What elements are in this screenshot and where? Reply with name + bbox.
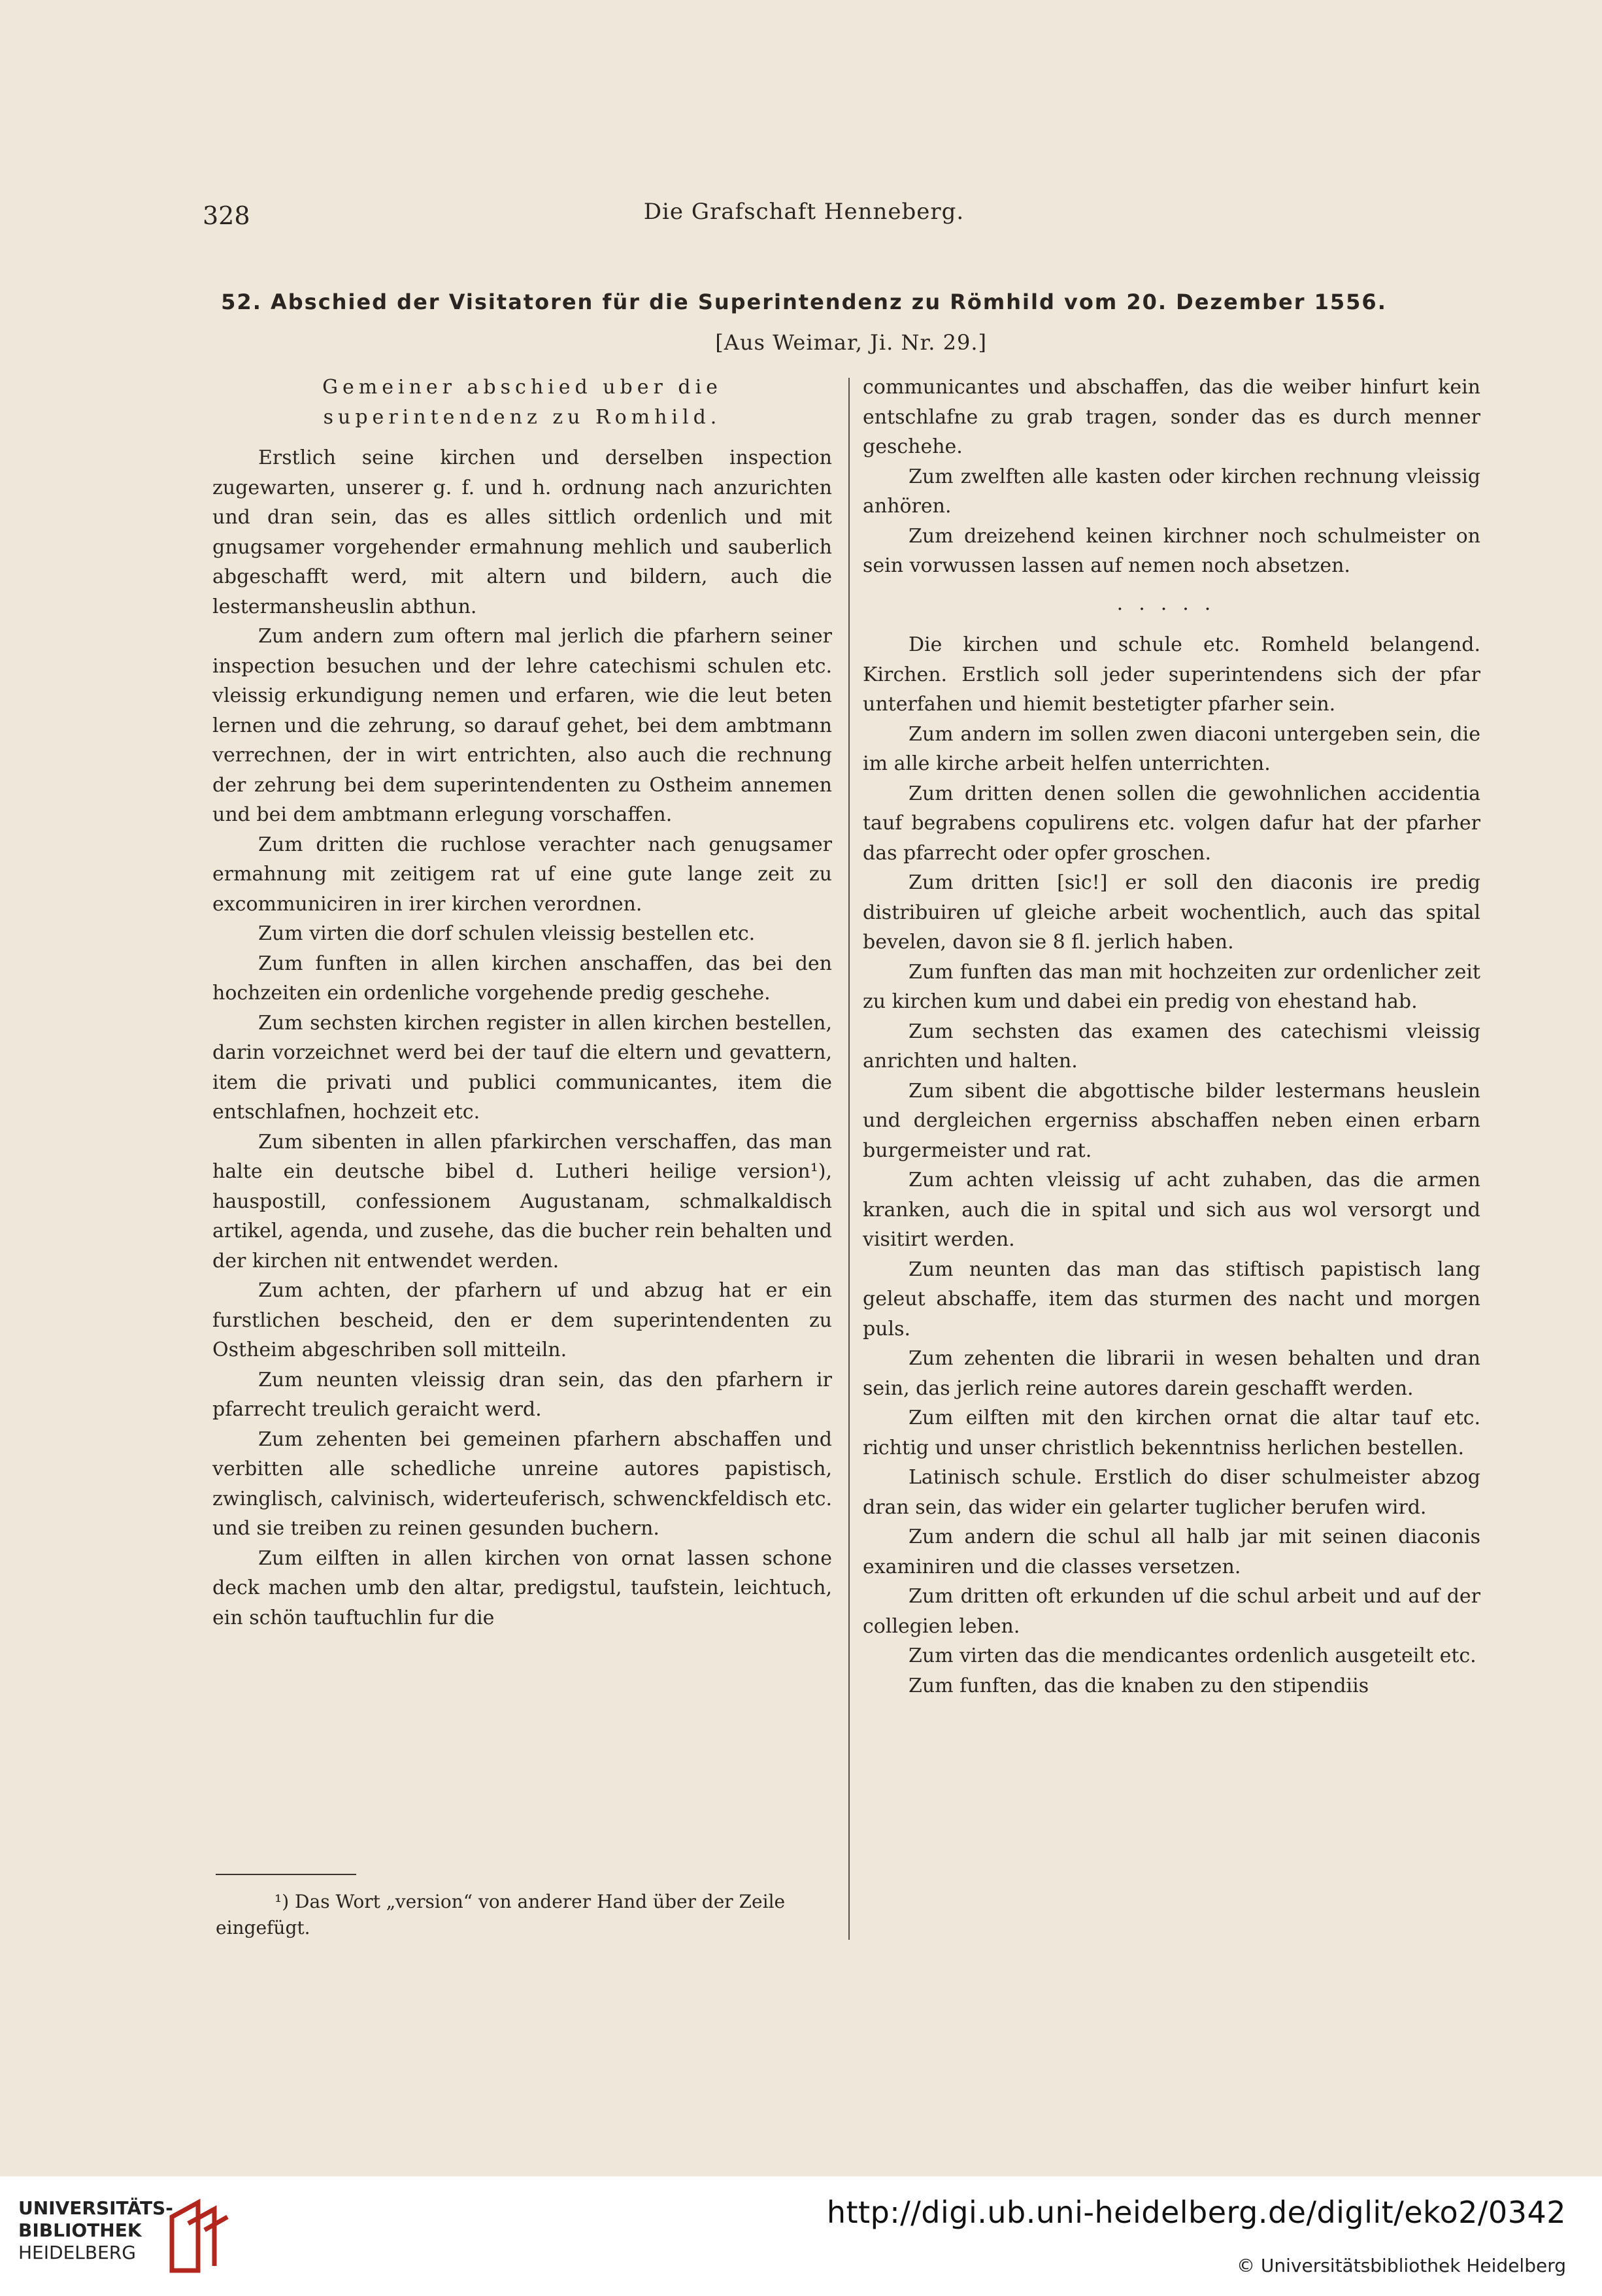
left-column (212, 373, 832, 1633)
paragraph: Zum andern im sollen zwen diaconi untergeben sein, die im alle kirche arbeit helfen unterrichten. (863, 722, 1480, 775)
paragraph: Zum sibent die abgottische bilder lestermans heuslein und dergleichen ergerniss abschaffen neben einen erbarn burgermeister und rat. (863, 1079, 1480, 1162)
paragraph: Zum neunten das man das stiftisch papistisch lang geleut abschaffe, item das sturmen des nacht und morgen puls. (863, 1257, 1480, 1340)
paragraph: Erstlich seine kirchen und derselben inspection zugewarten, unserer g. f. und h. ordnung nach anzurichten und dran sein, das es alles sittlich ordenlich und mit gnugsamer vorgehender ermahnung mehlich und sauberlich abgeschafft werd, mit altern und bildern, auch die lestermansheuslin abthun. (212, 446, 832, 618)
paragraph: Zum dritten denen sollen die gewohnlichen accidentia tauf begrabens copulirens etc. volgen dafur hat der pfarher das pfarrecht oder opfer groschen. (863, 782, 1480, 865)
paragraph: Die kirchen und schule etc. Romheld belangend. Kirchen. Erstlich soll jeder superintendens sich der pfar unterfahen und hiemit bestetigter pfarher sein. (863, 633, 1480, 716)
running-title: Die Grafschaft Henneberg. (643, 199, 965, 225)
paragraph: Zum sibenten in allen pfarkirchen verschaffen, das man halte ein deutsche bibel d. Lutheri heilige version¹), hauspostill, confessionem Augustanam, schmalkaldisch artikel, agenda, und zusehe, das die bucher rein behalten und der kirchen nit entwendet werden. (212, 1130, 832, 1273)
source-note: [Aus Weimar, Ji. Nr. 29.] (715, 330, 987, 355)
section-subheading: Gemeiner abschied uber die superintendenz zu Romhild. (322, 376, 722, 429)
paragraph: Zum funften das man mit hochzeiten zur ordenlicher zeit zu kirchen kum und dabei ein predig von ehestand hab. (863, 960, 1480, 1013)
paragraph: Zum funften in allen kirchen anschaffen, das bei den hochzeiten ein ordenliche vorgehende predig geschehe. (212, 952, 832, 1005)
paragraph: Zum neunten vleissig dran sein, das den pfarhern ir pfarrecht treulich geraicht werd. (212, 1368, 832, 1421)
running-head (196, 196, 1412, 229)
paragraph: Zum achten, der pfarhern uf und abzug hat er ein furstlichen bescheid, den er dem superintendenten zu Ostheim abgeschriben soll mitteiln. (212, 1279, 832, 1361)
library-name-line: HEIDELBERG (18, 2242, 136, 2263)
paragraph: Zum sechsten kirchen register in allen kirchen bestellen, darin vorzeichnet werd bei der tauf die eltern und gevattern, item die privati und publici communicantes, item die entschlafnen, hochzeit etc. (212, 1011, 832, 1123)
footnote-rule (216, 1874, 356, 1875)
column-divider (848, 378, 850, 1940)
paragraph: Zum dritten die ruchlose verachter nach genugsamer ermahnung mit zeitigem rat uf eine gute lange zeit zu excommuniciren in irer kirchen verordnen. (212, 833, 832, 916)
document-title: 52. Abschied der Visitatoren für die Superintendenz zu Römhild vom 20. Dezember 1556. (221, 290, 1387, 314)
right-column (863, 373, 1480, 1701)
paragraph: Zum virten die dorf schulen vleissig bestellen etc. (258, 922, 756, 945)
ellipsis-separator: ..... (1116, 591, 1227, 615)
paragraph: Zum eilften mit den kirchen ornat die altar tauf etc. richtig und unser christlich bekenntniss herlichen bestellen. (863, 1406, 1480, 1459)
footnote: ¹) Das Wort „version“ von anderer Hand über der Zeile eingefügt. (216, 1891, 786, 1938)
copyright-notice: © Universitätsbibliothek Heidelberg (1236, 2255, 1566, 2276)
paragraph: Zum eilften in allen kirchen von ornat lassen schone deck machen umb den altar, predigstul, taufstein, leichtuch, ein schön tauftuchlin fur die (212, 1546, 832, 1629)
library-emblem-icon (159, 2197, 237, 2276)
source-url-link[interactable]: http://digi.ub.uni-heidelberg.de/diglit/eko2/0342 (826, 2195, 1566, 2230)
library-logo (18, 2197, 280, 2282)
paragraph: Zum funften, das die knaben zu den stipendiis (909, 1674, 1369, 1697)
paragraph: Zum dreizehend keinen kirchner noch schulmeister on sein vorwussen lassen auf nemen noch absetzen. (863, 524, 1480, 577)
paragraph: Zum zehenten die librarii in wesen behalten und dran sein, das jerlich reine autores darein geschafft werden. (863, 1347, 1480, 1400)
library-name-line: UNIVERSITÄTS- (18, 2197, 173, 2219)
paragraph: Zum andern zum oftern mal jerlich die pfarhern seiner inspection besuchen und der lehre catechismi schulen etc. vleissig erkundigung nemen und erfaren, wie die leut beten lernen und die zehrung, so darauf gehet, bei dem ambtmann verrechnen, der in wirt entrichten, also auch die rechnung der zehrung bei dem superintendenten zu Ostheim annemen und bei dem ambtmann erlegung vorschaffen. (212, 625, 832, 826)
paragraph: Zum dritten oft erkunden uf die schul arbeit und auf der collegien leben. (863, 1585, 1480, 1638)
paragraph: Zum andern die schul all halb jar mit seinen diaconis examiniren und die classes versetzen. (863, 1525, 1480, 1578)
paragraph: Zum sechsten das examen des catechismi vleissig anrichten und halten. (863, 1020, 1480, 1073)
paragraph: Zum achten vleissig uf acht zuhaben, das die armen kranken, auch die in spital und sich aus wol versorgt und visitirt werden. (863, 1169, 1480, 1251)
paragraph: Zum dritten [sic!] er soll den diaconis ire predig distribuiren uf gleiche arbeit wochentlich, auch das spital bevelen, davon sie 8 fl. jerlich haben. (863, 871, 1480, 954)
page-number: 328 (203, 201, 250, 230)
paragraph: Zum virten das die mendicantes ordenlich ausgeteilt etc. (909, 1644, 1477, 1667)
paragraph: Zum zwelften alle kasten oder kirchen rechnung vleissig anhören. (863, 465, 1480, 518)
library-name-line: BIBLIOTHEK (18, 2220, 142, 2241)
paragraph: communicantes und abschaffen, das die weiber hinfurt kein entschlafne zu grab tragen, sonder das es durch menner geschehe. (863, 376, 1480, 458)
paragraph: Latinisch schule. Erstlich do diser schulmeister abzog dran sein, das wider ein gelarter tuglicher berufen wird. (863, 1466, 1480, 1519)
paragraph: Zum zehenten bei gemeinen pfarhern abschaffen und verbitten alle schedliche unreine autores papistisch, zwinglisch, calvinisch, widerteuferisch, schwenckfeldisch etc. und sie treiben zu reinen gesunden buchern. (212, 1427, 832, 1540)
